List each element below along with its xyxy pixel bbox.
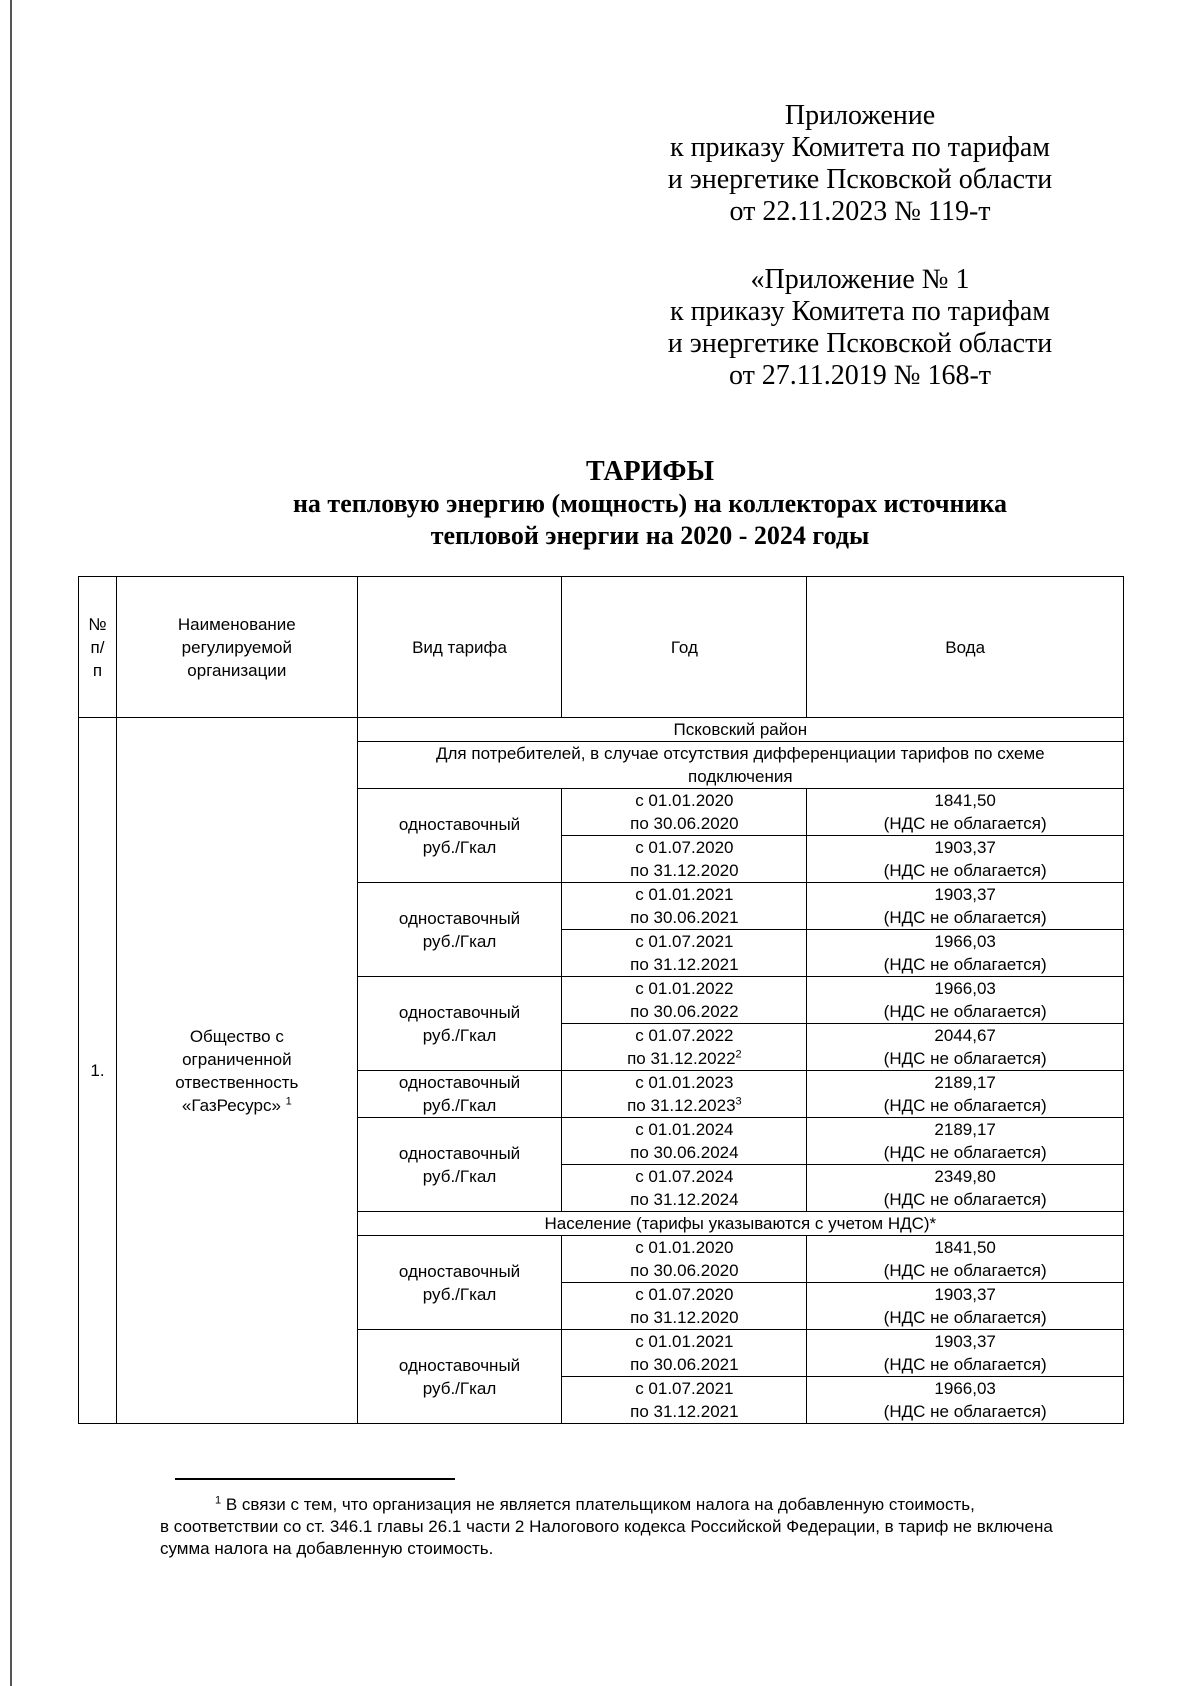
- header-year: Год: [562, 577, 807, 718]
- period-cell: с 01.01.2023 по 31.12.2023$^3$: [562, 1071, 807, 1118]
- period-cell: с 01.01.2021 по 30.06.2021: [562, 883, 807, 930]
- water-value-cell: 1841,50 (НДС не облагается): [807, 789, 1124, 836]
- water-value-cell: 1966,03 (НДС не облагается): [807, 1377, 1124, 1424]
- appendix-line: от 27.11.2019 № 168-т: [728, 360, 992, 391]
- title-line: тепловой энергии на 2020 - 2024 годы: [430, 521, 870, 550]
- period-cell: с 01.01.2022 по 30.06.2022: [562, 977, 807, 1024]
- page-edge-line: [10, 0, 12, 1686]
- header-organization: Наименование регулируемой организации: [117, 577, 358, 718]
- water-value-cell: 1966,03 (НДС не облагается): [807, 930, 1124, 977]
- footnote-number: 1: [215, 1494, 222, 1507]
- document-title: [150, 456, 1150, 552]
- appendix-line: «Приложение № 1: [750, 264, 970, 295]
- approval-header: [620, 100, 1100, 228]
- water-value-cell: 1966,03 (НДС не облагается): [807, 977, 1124, 1024]
- tariff-kind-cell: одноставочный руб./Гкал: [357, 1236, 562, 1330]
- title-main: ТАРИФЫ: [586, 456, 714, 487]
- footnote-mark: 2: [735, 1048, 742, 1061]
- approval-line: к приказу Комитета по тарифам: [669, 132, 1051, 163]
- header-number: № п/ п: [79, 577, 117, 718]
- water-value-cell: 1903,37 (НДС не облагается): [807, 883, 1124, 930]
- consumers-heading: Для потребителей, в случае отсутствия дифференциации тарифов по схеме подключения: [357, 742, 1123, 789]
- appendix-header: [620, 264, 1100, 392]
- footnote-mark: 3: [735, 1095, 742, 1108]
- district-heading: Псковский район: [357, 718, 1123, 742]
- period-cell: с 01.07.2024 по 31.12.2024: [562, 1165, 807, 1212]
- row-number: 1.: [79, 718, 117, 1424]
- footnote-text: сумма налога на добавленную стоимость.: [160, 1539, 494, 1558]
- period-cell: с 01.07.2020 по 31.12.2020: [562, 836, 807, 883]
- tariff-kind-cell: одноставочный руб./Гкал: [357, 883, 562, 977]
- title-line: на тепловую энергию (мощность) на коллекторах источника: [292, 489, 1008, 518]
- tariff-kind-cell: одноставочный руб./Гкал: [357, 1118, 562, 1212]
- footnote: [160, 1494, 1120, 1560]
- period-cell: с 01.07.2020 по 31.12.2020: [562, 1283, 807, 1330]
- water-value-cell: 1903,37 (НДС не облагается): [807, 1283, 1124, 1330]
- water-value-cell: 2044,67 (НДС не облагается): [807, 1024, 1124, 1071]
- appendix-line: к приказу Комитета по тарифам: [669, 296, 1051, 327]
- period-cell: с 01.01.2024 по 30.06.2024: [562, 1118, 807, 1165]
- tariff-kind-cell: одноставочный руб./Гкал: [357, 789, 562, 883]
- water-value-cell: 1903,37 (НДС не облагается): [807, 1330, 1124, 1377]
- table-header-row: [79, 577, 1124, 718]
- period-cell: с 01.01.2020 по 30.06.2020: [562, 1236, 807, 1283]
- tariff-kind-cell: одноставочный руб./Гкал: [357, 1071, 562, 1118]
- water-value-cell: 1903,37 (НДС не облагается): [807, 836, 1124, 883]
- period-cell: с 01.07.2021 по 31.12.2021: [562, 930, 807, 977]
- approval-line: Приложение: [784, 100, 936, 131]
- tariffs-table: [78, 576, 1124, 1424]
- organization-name: Общество с ограниченной отвественность «ГазРесурс» $^1$: [117, 718, 358, 1424]
- water-value-cell: 1841,50 (НДС не облагается): [807, 1236, 1124, 1283]
- tariff-kind-cell: одноставочный руб./Гкал: [357, 977, 562, 1071]
- period-cell: с 01.07.2022 по 31.12.2022$^2$: [562, 1024, 807, 1071]
- water-value-cell: 2189,17 (НДС не облагается): [807, 1071, 1124, 1118]
- tariff-kind-cell: одноставочный руб./Гкал: [357, 1330, 562, 1424]
- water-value-cell: 2189,17 (НДС не облагается): [807, 1118, 1124, 1165]
- period-cell: с 01.07.2021 по 31.12.2021: [562, 1377, 807, 1424]
- period-cell: с 01.01.2021 по 30.06.2021: [562, 1330, 807, 1377]
- approval-line: и энергетике Псковской области: [667, 164, 1053, 195]
- header-tariff-kind: Вид тарифа: [357, 577, 562, 718]
- approval-line: от 22.11.2023 № 119-т: [729, 196, 991, 227]
- footnote-divider: [175, 1478, 455, 1480]
- footnote-text: В связи с тем, что организация не является плательщиком налога на добавленную стоимость,: [225, 1495, 975, 1514]
- period-cell: с 01.01.2020 по 30.06.2020: [562, 789, 807, 836]
- footnote-mark: 1: [285, 1094, 292, 1107]
- population-heading: Население (тарифы указываются с учетом НДС)*: [357, 1212, 1123, 1236]
- water-value-cell: 2349,80 (НДС не облагается): [807, 1165, 1124, 1212]
- header-water: Вода: [807, 577, 1124, 718]
- footnote-text: в соответствии со ст. 346.1 главы 26.1 части 2 Налогового кодекса Российской Федерации, в тариф не включена: [160, 1517, 1053, 1536]
- appendix-line: и энергетике Псковской области: [667, 328, 1053, 359]
